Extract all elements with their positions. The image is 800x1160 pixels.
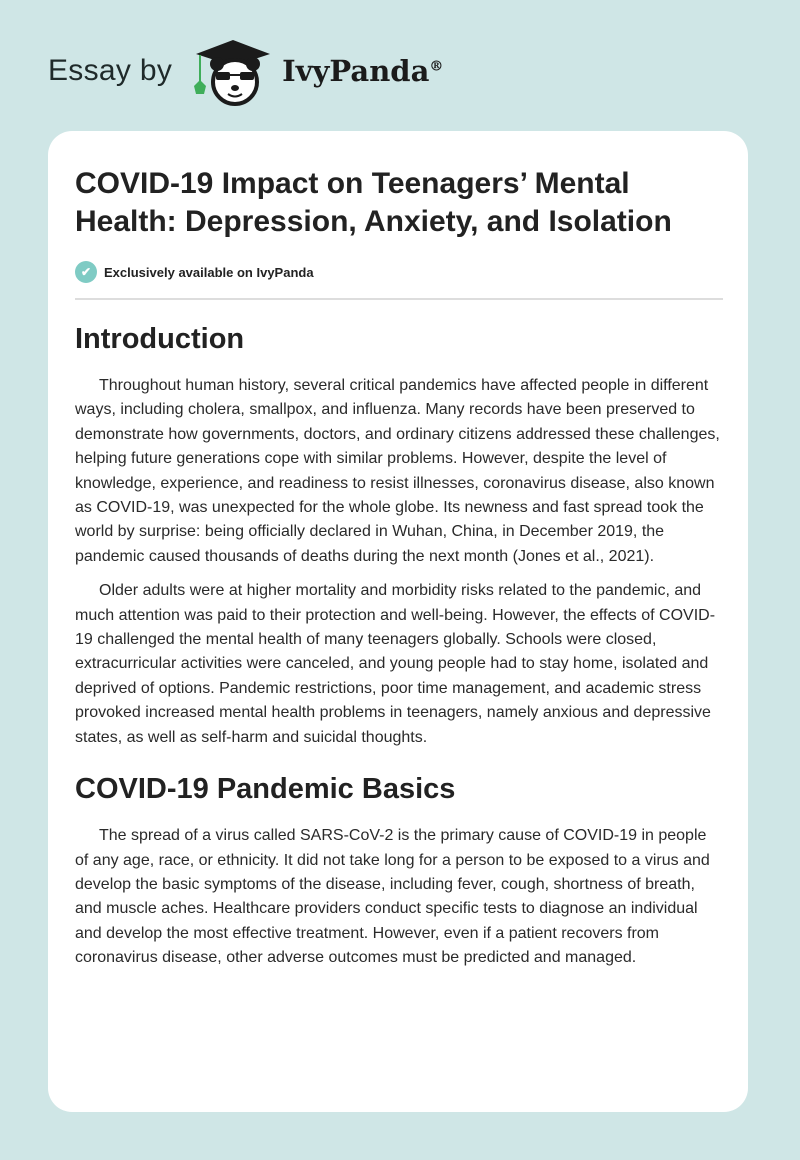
- essay-content: [75, 165, 723, 981]
- brand-name: [282, 54, 443, 88]
- paragraph: The spread of a virus called SARS-CoV-2 is the primary cause of COVID-19 in people of any age, race, or ethnicity. It did not take long for a person to be exposed to a virus and develop the basic symptoms of the disease, including fever, cough, shortness of breath, and muscle aches. Healthcare providers conduct specific tests to diagnose an individual and develop the most effective treatment. However, even if a patient recovers from coronavirus disease, other adverse outcomes must be predicted and managed.: [75, 827, 710, 967]
- brand-name-text: IvyPanda: [282, 54, 430, 88]
- registered-mark: ®: [429, 58, 444, 75]
- section-heading-pandemic-basics: COVID-19 Pandemic Basics: [75, 773, 456, 806]
- section-heading-introduction: Introduction: [75, 323, 245, 355]
- checkmark-icon: ✔: [75, 261, 97, 283]
- panda-logo-icon: [188, 36, 278, 106]
- divider: [75, 298, 723, 300]
- paragraph: Older adults were at higher mortality and morbidity risks related to the pandemic, and much attention was paid to their protection and well-being. However, the effects of COVID-19 challenged the mental health of many teenagers globally. Schools were closed, extracurricular activities were canceled, and young people had to stay home, isolated and deprived of options. Pandemic restrictions, poor time management, and academic stress provoked increased mental health problems in teenagers, namely anxious and depressive states, as well as self-harm and suicidal thoughts.: [75, 582, 716, 746]
- exclusive-label: Exclusively available on IvyPanda: [104, 264, 314, 280]
- essay-card: [48, 131, 748, 1112]
- paragraph: Throughout human history, several critical pandemics have affected people in different ways, including cholera, smallpox, and influenza. Many records have been preserved to demonstrate how governments, doctors, and ordinary citizens addressed these challenges, helping future generations cope with similar problems. However, despite the level of knowledge, experience, and readiness to resist illnesses, coronavirus disease, also known as COVID-19, was unexpected for the whole globe. Its newness and fast spread took the world by surprise: being officially declared in Wuhan, China, in December 2019, the pandemic caused thousands of deaths during the next month (Jones et al., 2021).: [75, 377, 720, 565]
- essay-title: COVID-19 Impact on Teenagers’ Mental Health: Depression, Anxiety, and Isolation: [75, 167, 672, 238]
- essay-by-label: Essay by: [48, 54, 173, 87]
- exclusive-badge: [75, 261, 723, 283]
- brand-header: [48, 36, 443, 106]
